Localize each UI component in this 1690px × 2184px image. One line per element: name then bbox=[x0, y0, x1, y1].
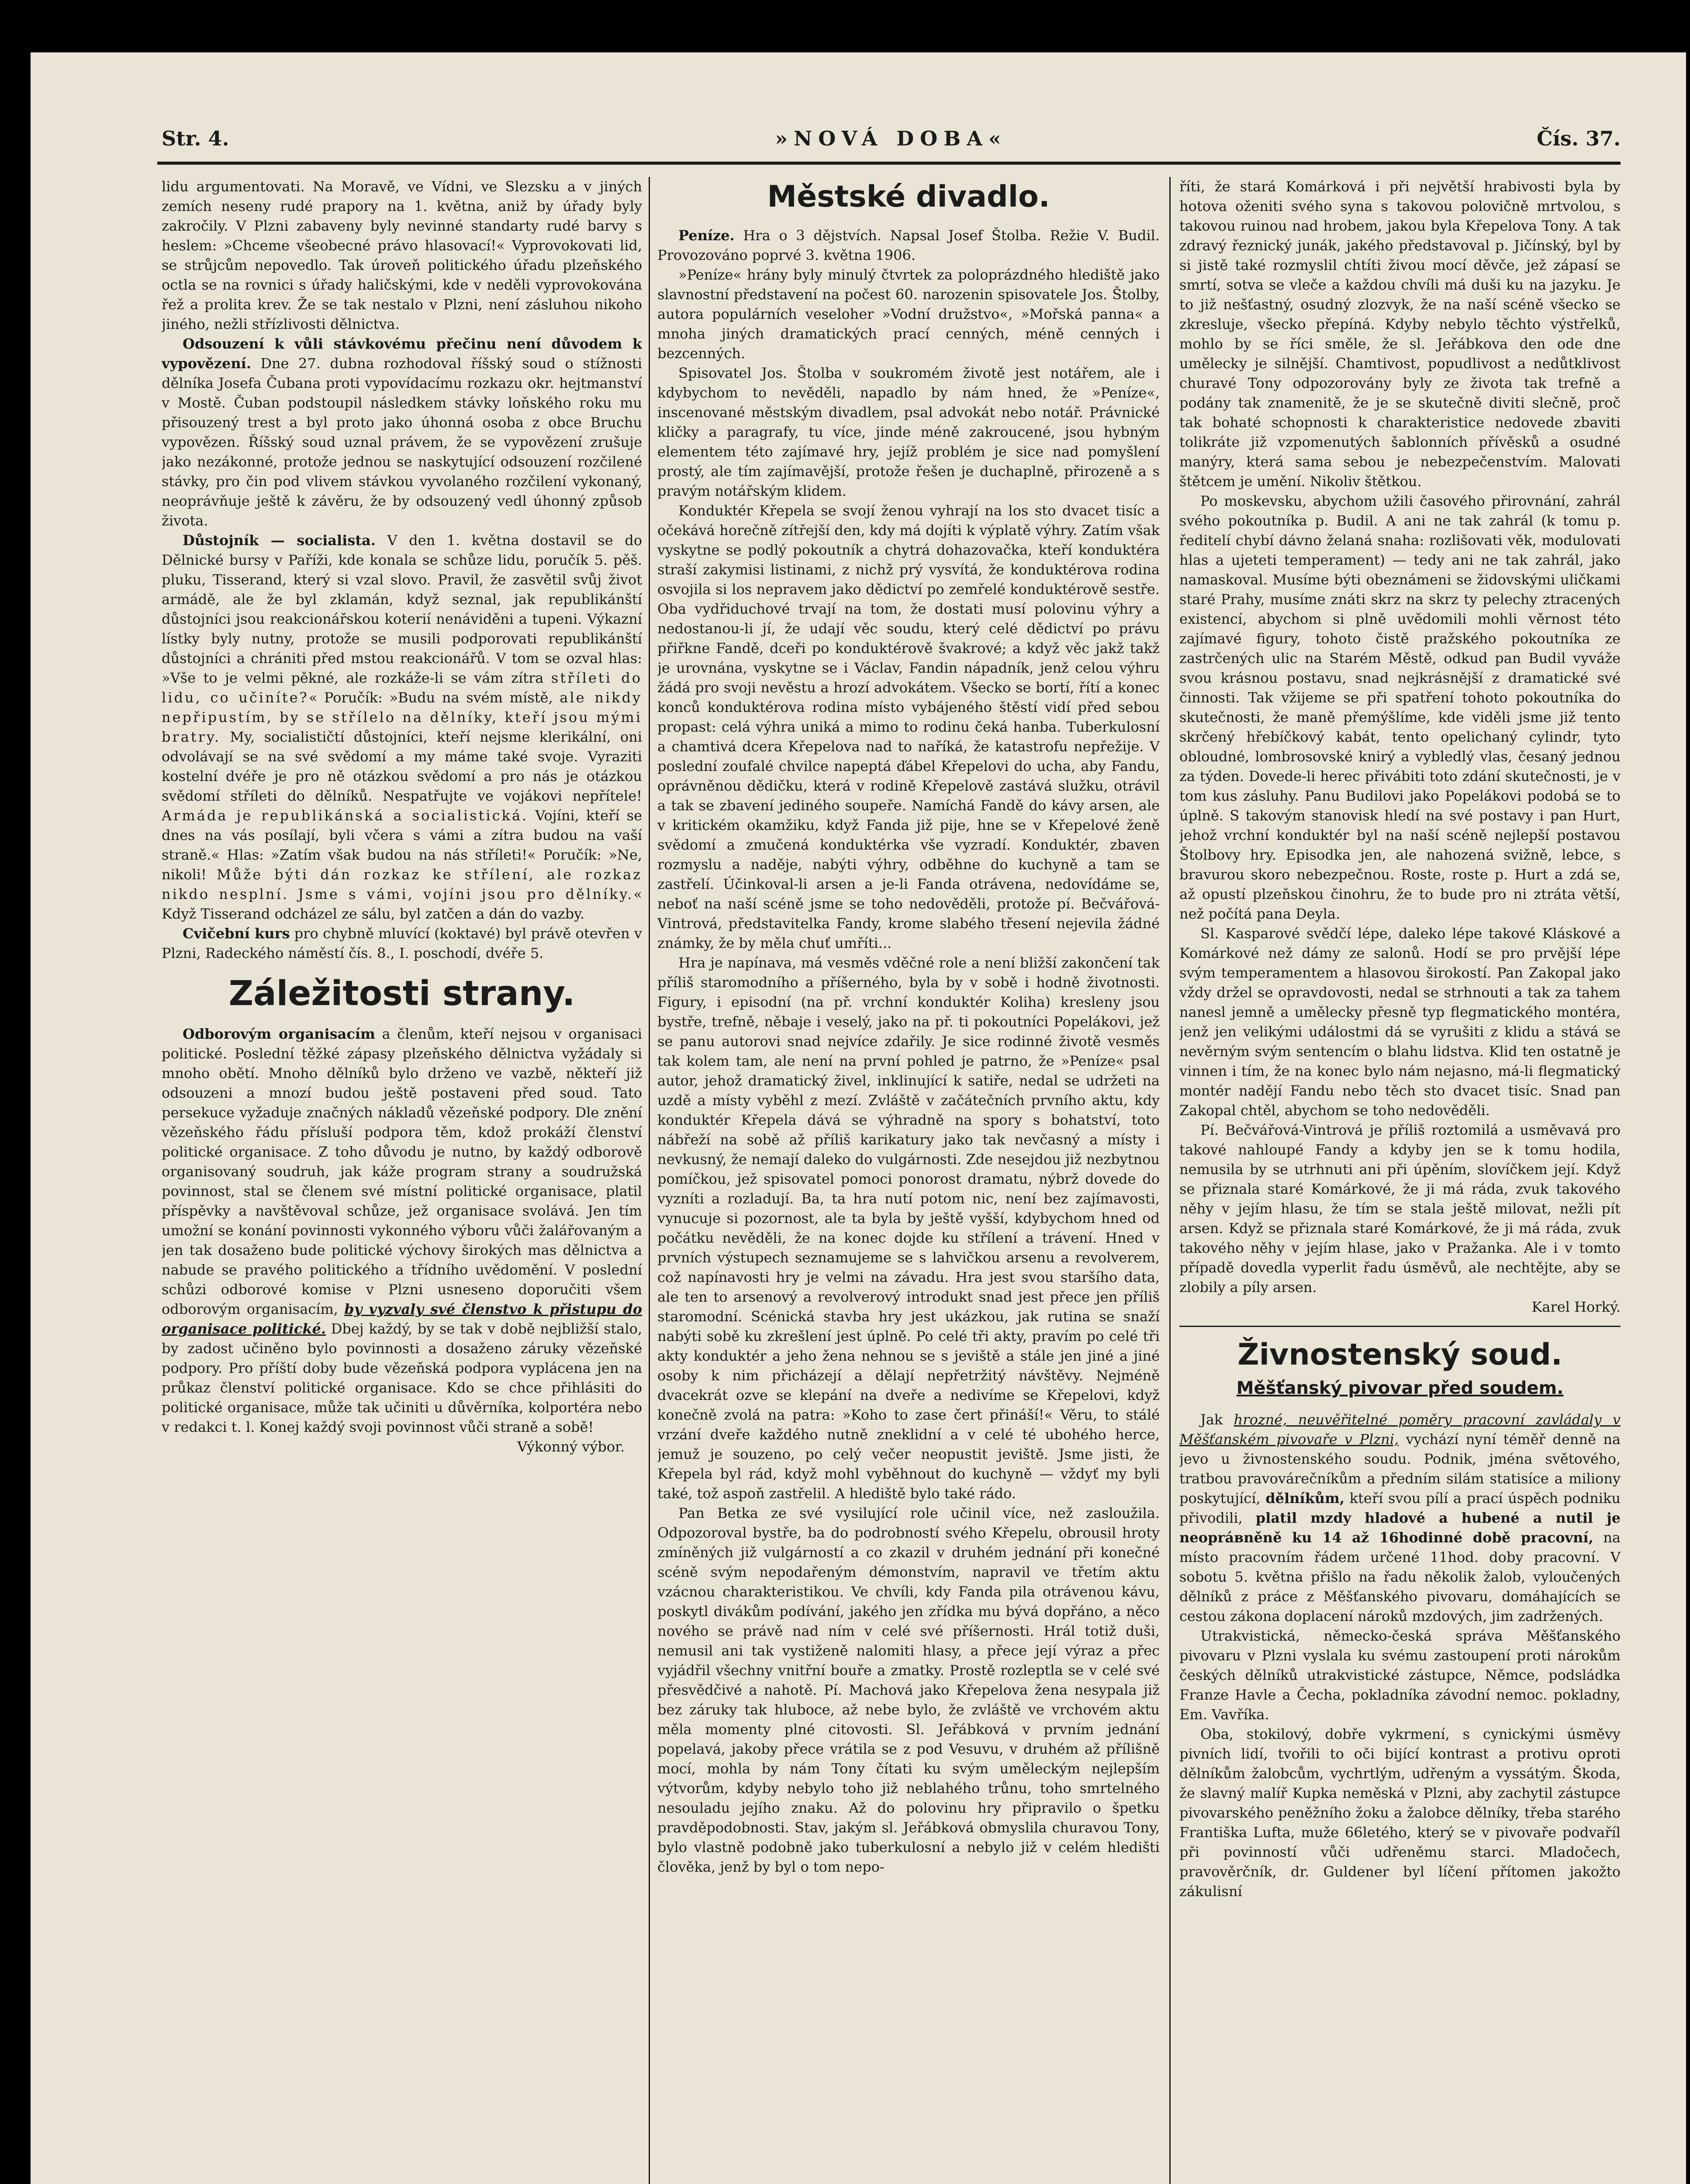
bold-text: platil mzdy hladové a hubené a nutil je neopráвněně ku 14 až 16hodinné době pracovní, bbox=[1179, 1510, 1621, 1546]
court-paragraph: Utrakvistická, německo-česká správa Měšťanského pivovaru v Plzni vyslala ku svému zastoupení proti nárokům českých dělníků utrakvistické zástupce, Němce, podsládka Franze Havle a Čecha, pokladníka závodní nemoc. pokladny, Em. Vavříka. bbox=[1179, 1628, 1621, 1723]
article-heading: Odsouzení k vůli stávkovému přečinu není důvodem k vypovězení. bbox=[162, 335, 642, 372]
newspaper-title: »NOVÁ DOBA« bbox=[775, 127, 1007, 150]
header-rule bbox=[157, 162, 1621, 165]
column-divider bbox=[1169, 177, 1171, 2184]
review-paragraph: Po moskevsku, abychom užili časového přirovnání, zahrál svého pokoutníka p. Budil. A ani ne tak zahrál (k tomu p. ředitelí chybí dávno želaná snaha: rozlišovati věk, modulovati hlas a ujeteti temperament) — tedy ani ne tak zahrál, jako namaskoval. Musíme býti obeznámeni se židovskými uličkami staré Prahy, musíme znáti skrz na skrz ty pelechy ztracených existencí, abychom si plně uvědomili mohli věrnost této zajímavé figury, tohoto čistě pražského pokoutníka ze zastrčených ulic na Starém Městě, odkud pan Budil vyváže svou krásnou postavu, snad nejkrásnější z dramatické své činnosti. Tak vžijeme se při spatření tohoto pokoutníka do skutečnosti, že maně přemýšlíme, kde viděli jsme již tento skrčený hřebíčkový kabát, tento opelichaný cylindr, tyto obloudné, lombrosovské knirý a vybledlý vlas, česaný jednou za týden. Dovede-li herec přivábiti toto zdání skutečnosti, je v tom kus zásluhy. Panu Budilovi jako Popelákovi podobá se to úplně. S takovým stanovisk hledí na své postavy i pan Hurt, jehož vrchní konduktér byl na naší scéně nejlepší postavou Štolbovy hry. Episodka jen, ale nahozená svižně, lebce, s bravurou skoro nebezpečnou. Roste, roste p. Hurt a zdá se, až opustí plzeňskou činohru, že to bude pro ni ztráta větší, než počítá pana Deyla. bbox=[1179, 493, 1621, 922]
article-heading: Odborovým organisacím bbox=[183, 1026, 375, 1042]
section-title: Městské divadlo. bbox=[767, 180, 1050, 214]
article-body: Vojíni, kteří se dnes na vás posílají, byli včera s vámi a zítra budou na vaší straně.« Hlas: »Zatím však budou na nás stříleti!« Poručík: »Ne, nikoli! bbox=[162, 807, 642, 883]
article-organisace bbox=[162, 1024, 642, 1437]
text-run: vychází nyní téměř denně na jevo u živnostenského soudu. Podnik, jména světového, tratbou pravovárečníkům a předním silám statisíce a miliony poskytující, bbox=[1179, 1431, 1621, 1507]
text-run: kteří svou pílí a prací úspěch podniku přivodili, bbox=[1179, 1490, 1621, 1526]
review-paragraph: Konduktér Křepela se svojí ženou vyhrají na los sto dvacet tisíc a očekává horečně zítřejší den, kdy má dojíti k výplatě výhry. Zatím však vyskytne se podlý pokoutník a chytrá dohazovačka, kteří konduktéra straší zakymisi listinami, z nichž prý vysvítá, že konduktérova rodina osvojila si los nepravem jako dědictví po zemřelé konduktérově sestře. Oba vydřiduchové trvají na tom, že dostati musí polovinu výhry a nedostanou-li jí, že udají věc soudu, který celé dědictví po právu přiřkne Fandě, dceři po konduktérově švakrové; a když věc jakž takž je urovnána, vyskytne se i Václav, Fandin nápadník, jenž celou výhru žádá pro svoji nevěstu a hrozí advokátem. Všecko se bortí, řítí a konec konců konduktérova rodina místo vybájeného štěstí vidí před sebou propast: celá výhra uniká a mimo to rodinu čeká hanba. Tuberkulosní a chamtivá dcera Křepelova nad to naříká, že katastrofu nepřežije. V poslední zoufalé chvilce napeptá ďábel Křepelovi do ucha, aby Fandu, oprávněnou dědičku, která v rodině Křepelově zastává služku, otrávil a tak se zbavení jediného soupeře. Namíchá Fandě do kávy arsen, ale v kritickém okamžiku, když Fanda již pije, hne se v Křepelové ženě svědomí a zmučená konduktérka vše vyzradí. Konduktér, zbaven rozmyslu a naděje, nabýti výhry, odběhne do kuchyně a tam se zastřelí. Účinkoval-li arsen a je-li Fanda otrávena, nedovídáme se, neboť na naší scéně jsme se toho nedověděli, protože pí. Bečvářová-Vintrová, představitelka Fandy, krome slabého třesení nejevila žádné známky, že by měla chuť umříti... bbox=[657, 502, 1160, 951]
column-1 bbox=[162, 177, 642, 2184]
court-paragraph: Oba, stokilový, dobře vykrmení, s cynickými úsměvy pivních lidí, tvořili to oči bijící kontrast a protivu oproti dělníkům žalobcům, vychrtlým, udřeným a vyssátým. Škoda, že slavný malíř Kupka neměská v Plzni, aby zachytil zástupce pivovarského peněžního žoku a žalobce dělníky, třeba starého Františka Lufta, muže 66letého, který se v pivovaře podvaříl při povinností vůči udřeněmu starci. Mladočech, pravověrčník, dr. Guldener byl líčení přítomen jakožto zákulisní bbox=[1179, 1726, 1621, 1900]
spaced-quote: ale nikdy nepřipustím, by se střílelo na dělníky, kteří jsou mými bratry. bbox=[162, 689, 642, 745]
page-number: Str. 4. bbox=[162, 127, 229, 150]
text-run: na místo pracovním řádem určené 11hod. doby pracovní. V sobotu 5. května přišlo na řadu několik žalob, vyloučených dělníků z práce z Měšťanského pivovaru, domáhajících se cestou zákona doplacení nároků mzdových, jim zadržených. bbox=[1179, 1529, 1621, 1624]
article-body: « Poručík: »Budu na svém místě, bbox=[308, 689, 560, 706]
article-heading: Důstojník — socialista. bbox=[183, 532, 376, 549]
review-paragraph: Spisovatel Jos. Štolba v soukromém životě jest notářem, ale i kdybychom to nevěděli, napadlo by nám hned, že »Peníze«, inscenované městským divadlem, psal advokát nebo notář. Právnické kličky a paragrafy, tu více, jinde méně zakroucené, jsou hybným elementem této zajímavé hry, jejíž problém je sice nad pomyšlení prostý, ale tím zajímavější, protože řešen je duchaplně, přirozeně a s pravým notářským klidem. bbox=[657, 365, 1160, 499]
emphasized-text: hrozné, neuvěřitelné poměry pracovní zavládaly v Měšťanském pivovaře v Plzni, bbox=[1179, 1411, 1621, 1448]
spaced-quote: Armáda je republikánská a socialistická. bbox=[162, 807, 529, 824]
court-paragraph bbox=[1179, 1410, 1621, 1626]
article-body: My, socialističtí důstojníci, kteří nejsme klerikální, oni odvolávají se na své svědomí a my máme také svoje. Vyraziti kostelní dvéře je pro ně otázkou svědomí a pro nás je otázkou svědomí stříleti do dělníků. Nespatřujte ve vojákovi nepřítele! bbox=[162, 729, 642, 804]
newspaper-page bbox=[31, 52, 1686, 2184]
section-title: Živnostenský soud. bbox=[1237, 1337, 1562, 1372]
article-body: a členům, kteří nejsou v organisaci politické. Poslední těžké zápasy plzeňského dělnictva vyžádaly si mnoho obětí. Mnoho dělníků bylo drženo ve vazbě, někteří již odsouzeni a mnozí budou ještě postaveni před soud. Tato persekuce vyžaduje značných nákladů vězeňské podpory. Dle znění vězeňského řádu přísluší podpora těm, kdož prokáží členství politické organisace. Z toho důvodu je nutno, by každý odborově organisovaný soudruh, jak káže program strany a soudružská povinnost, stal se členem své místní politické organisace, platil příspěvky a navštěvoval schůze, jež organisace svolává. Jen tím umožní se konání povinnosti vykonného výboru vůči žalářovaným a jen tak dosaženo bude politické výchovy širokých mas dělnictva a nabude se pravého politického a třídního uvědomění. V poslední schůzi odborové komise v Plzni usneseno doporučiti všem odborovým organisacím, bbox=[162, 1026, 642, 1317]
article-body: Dbej každý, by se tak v době nejbližší stalo, by zadost učiněno bylo povinnosti a dosaženo záruky vězeňské podpory. Pro příští doby bude vězeňská podpora vyplácena jen na průkaz členství politické organisace. Kdo se chce přihlásiti do politické organisace, může tak učiniti u důvěrníka, kolportéra nebo v redakci t. l. Konej každý svoji povinnost vůči straně a sobě! bbox=[162, 1320, 642, 1435]
article-body: V den 1. května dostavil se do Dělnické bursy v Paříži, kde konala se schůze lidu, poručík 5. pěš. pluku, Tisserand, který si vzal slovo. Pravil, že zasvětil svůj život armádě, ale že byl zklamán, když seznal, jak republikánští důstojníci jsou reakcionářskou koterií nenáviděni a tupeni. Výkazní lístky byly nutny, protože se musili podporovati republikánští důstojníci a chrániti před mstou reakcionářů. V tom se ozval hlas: »Vše to je velmi pěkné, ale rozkáže-li se vám zítra bbox=[162, 532, 642, 686]
emphasized-text: by vyzvaly své členstvo k přistupu do organisace politické. bbox=[162, 1301, 642, 1337]
spaced-quote: Může býti dán rozkaz ke střílení, ale rozkaz nikdo nesplní. Jsme s vámi, vojíni jsou pro dělníky. bbox=[162, 866, 642, 902]
signature: Karel Horký. bbox=[1531, 1299, 1621, 1315]
review-paragraph: říti, že stará Komárková i při největší hrabivosti byla by hotova oženiti svého syna s takovou polovičně mrtvolou, s takovou ruinou nad hrobem, jakou byla Křepelova Tony. A tak zdravý řeznický junák, jakého představoval p. Jičínský, byl by si jistě také rozmyslil chtíti živou mocí děvče, jež zápasí se smrtí, sotva se vleče a každou chvíli má duši ku na jazyku. Je to již nešťastný, osudný zlozvyk, že na naší scéně všecko se zkresluje, všecko přepíná. Kdyby nebylo těchto výstřelků, mohlo by se říci směle, že sl. Jeřábkova den ode dne uměleckу je silnější. Chamtivost, popudlivost a nedůtklivost churavé Tony odpozorovány byly ze života tak trefně a podány tak znamenitě, že je se skutečně diviti slečně, proč tak bohaté schopnosti k charakteristice nedovede zbaviti tolikráte již vzpomenutých šablonních přívěsků a osudné manýry, která sama sebou je nebezpečenstvím. Malovati štětcem je umění. Nikoliv štětkou. bbox=[1179, 178, 1621, 490]
column-2 bbox=[657, 177, 1160, 2184]
spaced-quote: stříleti do lidu, co učiníte? bbox=[162, 670, 642, 706]
review-paragraph: Pí. Bečvářová-Vintrová je příliš roztomilá a usměvavá pro takové nahloupé Fandy a kdyby jen se k tomu hodila, nemusila by se utrhnuti ani při úpěním, slovíčkem její. Když se přiznala staré Komárkové, že ji má ráda, zvuk takového něhy v jejím hlasu, že tím se stala ještě milovat, nežli pít arsen. Když se přiznala staré Komárkové, že ji má ráda, zvuk takového něhy v jejím hlase, jako v Pražanka. Ale i v tomto případě dovedla vyperlit řadu úsměvů, ale nechtějte, aby se zlobily a píly arsen. bbox=[1179, 1122, 1621, 1296]
signature: Výkonný výbor. bbox=[517, 1438, 625, 1455]
section-title: Záležitosti strany. bbox=[228, 974, 575, 1013]
article-body: « Když Tisserand odcházel ze sálu, byl zatčen a dán do vazby. bbox=[162, 886, 642, 922]
article-continued: lidu argumentovati. Na Moravě, ve Vídni, ve Slezsku a v jiných zemích neseny rudé prapory na 1. května, aniž by úřady byly zakročily. V Plzni zabaveny byly nevinné standarty rudé barvy s heslem: »Chceme všeobecné právo hlasovací!« Vyprovokovati lid, se strůjcům nepovedlo. Tak úroveň politického úřadu plzeňského octla se na rovnici s úřady haličskými, kde v neděli vyprovokována řež a prolita krev. Že se tak nestalo v Plzni, není zásluhou nikoho jiného, nežli střízlivosti dělnictva. bbox=[162, 178, 642, 332]
review-paragraph: Sl. Kasparové svědčí lépe, daleko lépe takové Kláskové a Komárkové než dámy ze salonů. Hodí se pro prvější lépe svým temperamentem a hlasovou širokostí. Pan Zakopal jako vždy držel se opravdovosti, nedal se strhnouti a tak za tahem nanesl jemně a umělecky přesně typ flegmatického montéra, jenž jen velikými událostmi dá se vyrušiti z klidu a stává se nevěrným svým sentencím o blahu lidstva. Klid ten ostatně je vinnen i tím, že na konec bylo nám nejasno, má-li flegmatický montér nadějí Fandu nebo těch sto dvacet tisíc. Snad pan Zakopal chtěl, abychom se toho nedověděli. bbox=[1179, 925, 1621, 1119]
article-body: pro chybně mluvící (koktavé) byl právě otevřen v Plzni, Radeckého náměstí čís. 8., I. poschodí, dvéře 5. bbox=[162, 925, 642, 961]
article-heading: Cvičební kurs bbox=[183, 925, 290, 942]
article-subtitle: Měšťanský pivovar před soudem. bbox=[1236, 1378, 1564, 1398]
play-info bbox=[657, 226, 1160, 265]
article-dustojnik bbox=[162, 531, 642, 924]
page-header bbox=[162, 127, 1621, 157]
play-title: Peníze. bbox=[678, 227, 735, 244]
bold-text: dělníkům, bbox=[1265, 1490, 1344, 1507]
review-paragraph: Pan Betka ze své vysilující role učinil více, než zasloužila. Odpozoroval bystře, ba do podrobností svého Křepelu, obrousil hroty zmíněných již vulgárností a co zkazil v druhém jednání při konečné scéně svým nepodařeným démonstvím, napravil ve třetím aktu vzácnou charakteristikou. Ve chvíli, kdy Fanda pila otrávenou kávu, poskytl divákům podívání, jakého jen zřídka mu bývá dopřáno, a něco nového se právě nad ním v celé své příšernosti. Hrál totiž duši, nemusil ani tak vystiženě nalomiti hlasy, a přece její výraz a přec vyjádřil všechny vnitřní bouře a zmatky. Prostě rozleptla se v celé své přesvědčivé a nahotě. Pí. Machová jako Křepelova žena nesypala již bez záruky tak hluboce, až nebe bylo, že zvláště ve vrchovém aktu měla momenty plné citovosti. Sl. Jeřábková v prvním jednání popelavá, jakoby přece vrátila se z pod Vesuvu, v druhém až přílišně mocí, mohla by nám Tony čítati ku svým uměleckým nejlepším výtvorům, kdyby nebylo toho již neblahého trůnu, toho smrtelného nesouladu jejího znaku. Až do polovinu hry připravilo o špetku pravděpodobnosti. Stav, jakým sl. Jeřábková obmyslila churavou Tony, bylo vlastně podobně jako tuberkulosní a nebylo již v celém hledišti člověka, jenž by byl o tom nepo- bbox=[657, 1505, 1160, 1875]
section-rule bbox=[1179, 1326, 1621, 1327]
review-paragraph: »Peníze« hrány byly minulý čtvrtek za poloprázdného hlediště jako slavnostní představení na počest 60. narozenin spisovatele Jos. Štolby, autora populárních veseloher »Vodní družstvo«, »Mořská panna« a mnoha jiných dramatických prací cenných, méně cenných i bezcenných. bbox=[657, 266, 1160, 362]
issue-number: Čís. 37. bbox=[1536, 127, 1621, 150]
article-kurs bbox=[162, 924, 642, 963]
play-meta: Hra o 3 dějstvích. Napsal Josef Štolba. Režie V. Budil. Provozováno poprvé 3. května 1906. bbox=[657, 227, 1160, 263]
column-divider bbox=[649, 177, 650, 2184]
text-run: Jak bbox=[1200, 1411, 1234, 1428]
article-body: Dne 27. dubna rozhodoval říšský soud o stížnosti dělníka Josefa Čubana proti vypovídacímu rozkazu okr. hejtmanství v Mostě. Čuban podstoupil následkem stávky loňského roku mu přisouzený trest a byl proto jako úhonná osoba z obce Bruchu vypovězen. Říšský soud uznal právem, že se vypovězení zrušuje jako nezákonné, protože jednou se naskytující odsouzení rozčilené stávky, pro čin pod vlivem stávkou vyvolaného rozčilení vykonaný, neoprávňuje ještě k závěru, že by odsouzený vedl úhonný způsob života. bbox=[162, 355, 642, 529]
article-odsouzeni bbox=[162, 334, 642, 531]
column-3 bbox=[1179, 177, 1621, 2184]
review-paragraph: Hra je napínava, má vesměs vděčné role a není bližší zakončení tak příliš staromodního a příšerného, byla by v sobě i hodně životnosti. Figury, i episodní (na př. vrchní konduktér Koliha) kresleny jsou bystře, trefně, něbaje i veselý, jako na př. ti pokoutníci Popelákovi, jež se panu autorovi snad nejvíce zdařily. Je sice rodinné životě vesměs tak kolem tam, ale není na první pohled je patrno, že »Peníze« psal autor, jehož dramatický živel, inklinující k satiře, nedal se udržeti na uzdě a místy vyběhl z mezí. Zvláště v začátečních prvního aktu, kdy konduktér Křepela dává se výhradně na spory s bohatství, toto nábřeží na sobě až příliš karikatury jako tak nevčasný a místy i nevkusný, že nemají daleko do vulgárnosti. Zde nesejdou již nezbytnou pomíčkou, jež spisovatel pomoci ponorost dramatu, nýbrž dovede do vyzníti a rozladují. Ba, ta hra nutí potom nic, není bez zajímavosti, vynucuje si pozornost, ale ta byla by ještě vyšší, kdybychom hned od počátku nevěděli, že na konec dojde ku střílení a trávení. Hned v prvních výstupech seznamujeme se s lahvičkou arsenu a revolverem, což napínavosti hry je velmi na závadu. Hra jest svou staršího data, ale ten to arsenový a revolverový introdukt snad jest přece jen příliš staromodní. Scénická stavba hry jest ukázkou, jak rutina se snaží nabýti sobě ku zkrešlení jest úplně. Po celé tři akty, pravím po celé tři akty konduktér a jeho žena nehnou se s jeviště a stále jen jiné a jiné osoby k nim přicházejí a dělají nepřetržitý návštěvy. Nejméně dvacekrát ozve se klepání na dveře a nedivíme se Křepelovi, když konečně zvolá na patra: »Koho to zase čert přináší!« Věru, to stálé vrzání dveře každého nutně zneklidní a v celé té ubohého herce, jemuž je souzeno, po celý večer neopustit jeviště. Jsme jisti, že Křepela byl rád, když mohl vyběhnout do kuchyně — vždyť my byli také, tož aspoň zastřelil. A hlediště bylo také rádo. bbox=[657, 954, 1160, 1502]
